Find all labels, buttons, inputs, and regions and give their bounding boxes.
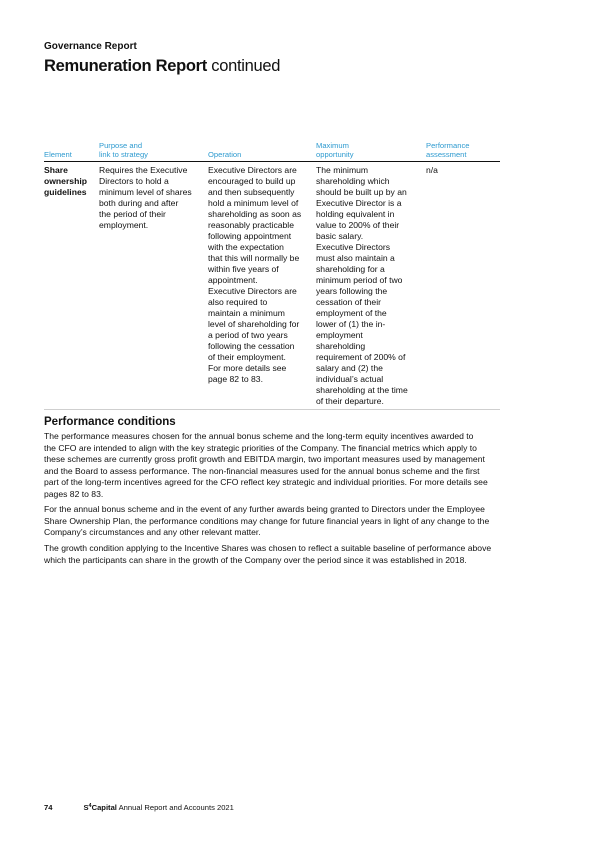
text-line: Executive Directors are: [208, 165, 297, 175]
text-line: level of shareholding for: [208, 319, 300, 329]
table-header-row: [44, 141, 500, 162]
text-line: years following the: [316, 286, 388, 296]
header-purpose: [99, 141, 208, 162]
text-line: maintain a minimum: [208, 308, 285, 318]
text-line: and then subsequently: [208, 187, 295, 197]
text-line: Executive Director is a: [316, 198, 402, 208]
brand-superscript: 4: [88, 803, 92, 809]
text-line: and the Board to assess performance. The non-financial measures used for the annual bonus scheme and the first: [44, 465, 480, 476]
text-line: Company’s circumstances and any other relevant matter.: [44, 527, 261, 538]
brand-word: Capital: [91, 803, 117, 812]
text-line: Element: [44, 150, 72, 159]
text-line: minimum level of shares: [99, 187, 192, 197]
text-line: shareholding for a: [316, 264, 385, 274]
text-line: a period of two years: [208, 330, 288, 340]
text-line: ownership: [44, 176, 87, 186]
page-title-suffix: continued: [206, 57, 281, 75]
table-row: [44, 162, 500, 410]
cell-maximum: [316, 162, 426, 410]
text-line: For the annual bonus scheme and in the event of any further awards being granted to Directors under the Employee: [44, 504, 485, 514]
text-line: the period of their: [99, 209, 166, 219]
text-line: Executive Directors are: [208, 286, 297, 296]
cell-purpose: [99, 162, 208, 410]
cell-element: [44, 162, 99, 410]
header-performance: [426, 141, 500, 162]
text-line: holding equivalent in: [316, 209, 395, 219]
text-line: basic salary.: [316, 231, 364, 241]
page-number: 74: [44, 803, 53, 812]
page-title-main: Remuneration Report: [44, 57, 207, 75]
text-line: shareholding which: [316, 176, 390, 186]
text-line: minimum period of two: [316, 275, 403, 285]
text-line: guidelines: [44, 187, 87, 197]
text-line: link to strategy: [99, 150, 148, 159]
text-line: of their departure.: [316, 396, 384, 406]
text-line: following appointment: [208, 231, 292, 241]
text-line: should be built up by an: [316, 187, 407, 197]
text-line: value to 200% of their: [316, 220, 400, 230]
text-line: Operation: [208, 150, 242, 159]
text-line: Maximum: [316, 141, 349, 150]
header-operation: [208, 141, 316, 162]
text-line: employment: [316, 330, 363, 340]
brand-name: [83, 803, 116, 812]
text-line: employment.: [99, 220, 149, 230]
text-line: within five years of: [208, 264, 279, 274]
text-line: Directors to hold a: [99, 176, 169, 186]
text-line: also required to: [208, 297, 268, 307]
text-line: The growth condition applying to the Incentive Shares was chosen to reflect a suitable baseline of performance above: [44, 543, 492, 553]
text-line: n/a: [426, 165, 438, 175]
text-line: shareholding at the time: [316, 385, 408, 395]
text-line: Share: [44, 165, 68, 175]
text-line: must also maintain a: [316, 253, 395, 263]
text-line: both during and after: [99, 198, 179, 208]
text-line: Performance: [426, 141, 470, 150]
text-line: encouraged to build up: [208, 176, 296, 186]
text-line: with the expectation: [208, 242, 284, 252]
document-title: Annual Report and Accounts 2021: [116, 803, 234, 812]
brand-prefix: S: [83, 803, 89, 812]
text-line: The minimum: [316, 165, 369, 175]
text-line: assessment: [426, 150, 467, 159]
text-line: shareholding as soon as: [208, 209, 302, 219]
page-title: [44, 57, 280, 76]
text-line: salary and (2) the: [316, 363, 383, 373]
text-line: of their employment.: [208, 352, 286, 362]
paragraph-3: [44, 543, 506, 566]
text-line: cessation of their: [316, 297, 381, 307]
header-element: [44, 141, 99, 162]
text-line: these schemes are currently gross profit growth and EBITDA margin, two important measures used by management: [44, 454, 485, 465]
text-line: For more details see: [208, 363, 287, 373]
text-line: page 82 to 83.: [208, 374, 263, 384]
cell-performance: [426, 162, 500, 410]
text-line: Purpose and: [99, 141, 143, 150]
page-footer: [44, 803, 234, 812]
text-line: opportunity: [316, 150, 354, 159]
text-line: Executive Directors: [316, 242, 391, 252]
text-line: individual’s actual: [316, 374, 384, 384]
section-label: Governance Report: [44, 41, 137, 52]
text-line: part of the long-term incentives agreed for the CFO reflect key strategic and individual priorities. For more details see: [44, 477, 488, 488]
text-line: hold a minimum level of: [208, 198, 299, 208]
text-line: Share Ownership Plan, the performance conditions may change for future financial years in light of any change to the: [44, 515, 490, 526]
text-line: which the participants can share in the growth of the Company over the period since it was established in 2018.: [44, 554, 467, 565]
remuneration-table: [44, 141, 500, 410]
text-line: that this will normally be: [208, 253, 300, 263]
text-line: following the cessation: [208, 341, 295, 351]
text-line: employment of the: [316, 308, 387, 318]
text-line: shareholding: [316, 341, 366, 351]
text-line: appointment.: [208, 275, 258, 285]
text-line: pages 82 to 83.: [44, 488, 104, 499]
text-line: lower of (1) the in-: [316, 319, 386, 329]
header-maximum: [316, 141, 426, 162]
paragraph-1: [44, 431, 506, 501]
text-line: the CFO are intended to align with the key strategic priorities of the Company. The financial metrics which apply to: [44, 442, 477, 453]
performance-conditions-heading: Performance conditions: [44, 416, 176, 428]
text-line: requirement of 200% of: [316, 352, 406, 362]
text-line: Requires the Executive: [99, 165, 188, 175]
text-line: The performance measures chosen for the annual bonus scheme and the long-term equity incentives awarded to: [44, 431, 474, 441]
text-line: reasonably practicable: [208, 220, 294, 230]
cell-operation: [208, 162, 316, 410]
paragraph-2: [44, 504, 506, 539]
